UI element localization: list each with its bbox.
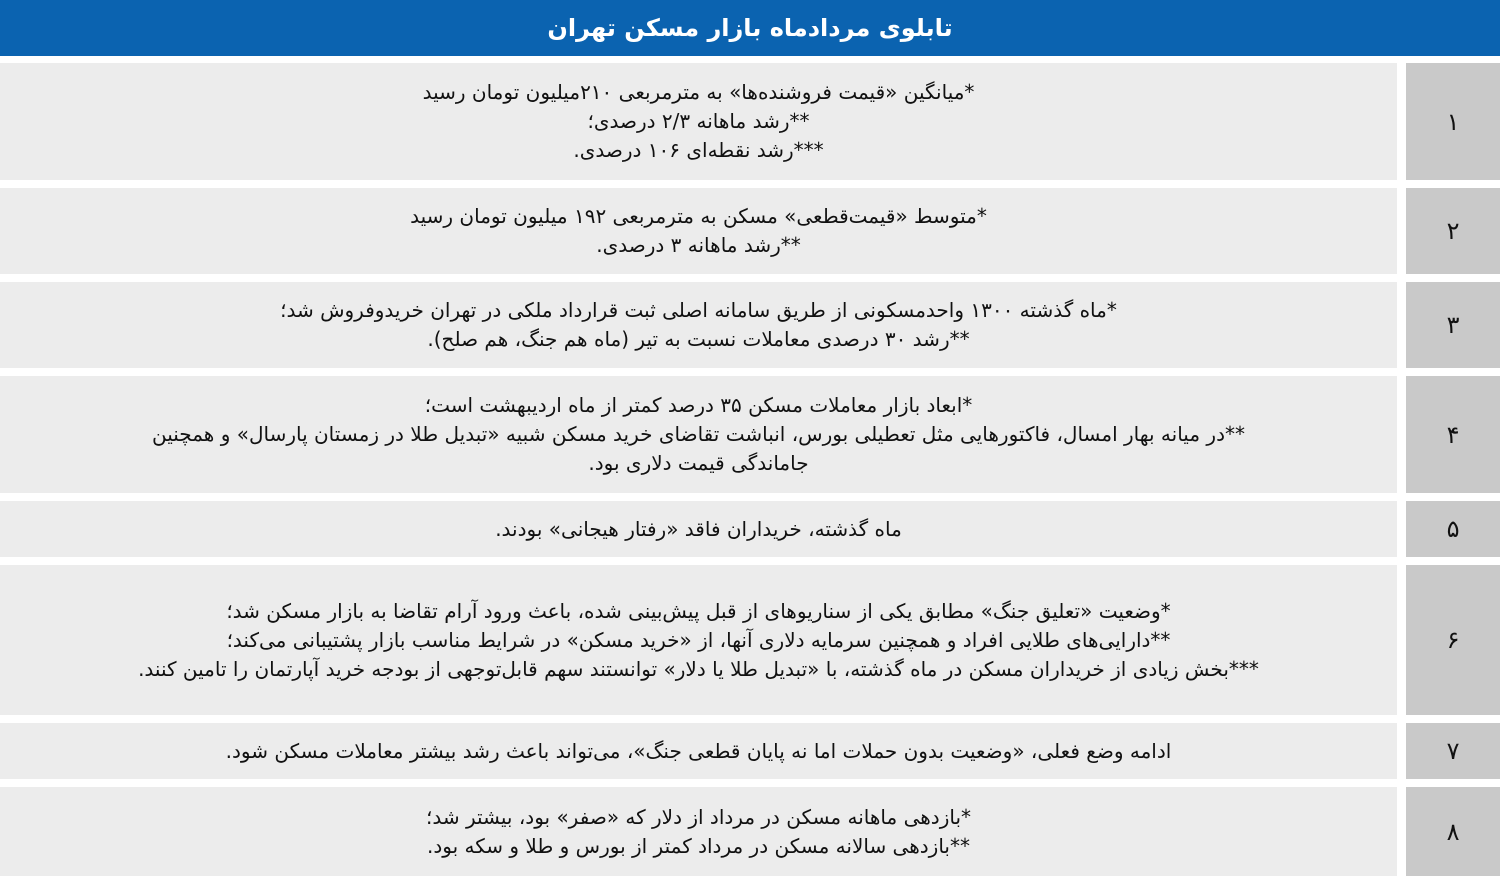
table-row <box>0 501 1500 557</box>
row-text-line: *وضعیت «تعلیق جنگ» مطابق یکی از سناریوهای از قبل پیش‌بینی شده، باعث ورود آرام تقاضا به بازار مسکن شد؛ <box>226 598 1171 623</box>
row-text-line: *متوسط «قیمت‌قطعی» مسکن به مترمربعی ۱۹۲ میلیون تومان رسید <box>410 204 987 228</box>
row-text-line: ***رشد نقطه‌ای ۱۰۶ درصدی. <box>573 138 824 162</box>
table-row <box>0 282 1500 368</box>
row-content <box>0 376 1397 493</box>
row-number: ۱ <box>1406 63 1500 180</box>
row-number: ۲ <box>1406 188 1500 274</box>
row-content <box>0 723 1397 779</box>
row-text-line: ادامه وضع فعلی، «وضعیت بدون حملات اما نه پایان قطعی جنگ»، می‌تواند باعث رشد بیشتر معاملات مسکن شود. <box>225 738 1172 763</box>
row-content <box>0 565 1397 715</box>
row-text-line: **رشد ۳۰ درصدی معاملات نسبت به تیر (ماه هم جنگ، هم صلح). <box>427 327 970 351</box>
row-text-line: جاماندگی قیمت دلاری بود. <box>588 451 809 475</box>
row-content <box>0 188 1397 274</box>
table-row <box>0 63 1500 180</box>
row-text-line: *بازدهی ماهانه مسکن در مرداد از دلار که «صفر» بود، بیشتر شد؛ <box>425 804 972 829</box>
table-row <box>0 787 1500 876</box>
row-text-line: *میانگین «قیمت فروشنده‌ها» به مترمربعی ۲۱۰میلیون تومان رسید <box>422 80 975 104</box>
row-number: ۷ <box>1406 723 1500 779</box>
row-text-line: **در میانه بهار امسال، فاکتورهایی مثل تعطیلی بورس، انباشت تقاضای خرید مسکن شبیه «تبدیل طلا در زمستان پارسال» و همچنین <box>152 422 1245 446</box>
row-number: ۳ <box>1406 282 1500 368</box>
row-text-line: **دارایی‌های طلایی افراد و همچنین سرمایه دلاری آنها، از «خرید مسکن» در شرایط مناسب بازار پشتیبانی می‌کند؛ <box>226 627 1171 652</box>
row-text-line: *ماه گذشته ۱۳۰۰ واحدمسکونی از طریق سامانه اصلی ثبت قرارداد ملکی در تهران خریدوفروش شد؛ <box>280 298 1117 322</box>
table-title: تابلوی مردادماه بازار مسکن تهران <box>0 0 1500 56</box>
row-content <box>0 63 1397 180</box>
row-text-line: ماه گذشته، خریداران فاقد «رفتار هیجانی» بودند. <box>495 516 902 541</box>
row-content <box>0 282 1397 368</box>
table-row <box>0 188 1500 274</box>
row-text-line: **بازدهی سالانه مسکن در مرداد کمتر از بورس و طلا و سکه بود. <box>427 833 970 858</box>
row-text-line: **رشد ماهانه ۳ درصدی. <box>596 233 801 257</box>
table-row <box>0 723 1500 779</box>
row-text-line: **رشد ماهانه ۲/۳ درصدی؛ <box>587 109 810 133</box>
row-number: ۶ <box>1406 565 1500 715</box>
row-text-line: ***بخش زیادی از خریداران مسکن در ماه گذشته، با «تبدیل طلا یا دلار» توانستند سهم قابل‌توجهی از بودجه خرید آپارتمان را تامین کنند. <box>138 656 1259 681</box>
row-content <box>0 787 1397 876</box>
row-number: ۸ <box>1406 787 1500 876</box>
row-number: ۴ <box>1406 376 1500 493</box>
table-row <box>0 376 1500 493</box>
row-content <box>0 501 1397 557</box>
table-row <box>0 565 1500 715</box>
row-text-line: *ابعاد بازار معاملات مسکن ۳۵ درصد کمتر از ماه اردیبهشت است؛ <box>424 393 973 417</box>
row-number: ۵ <box>1406 501 1500 557</box>
